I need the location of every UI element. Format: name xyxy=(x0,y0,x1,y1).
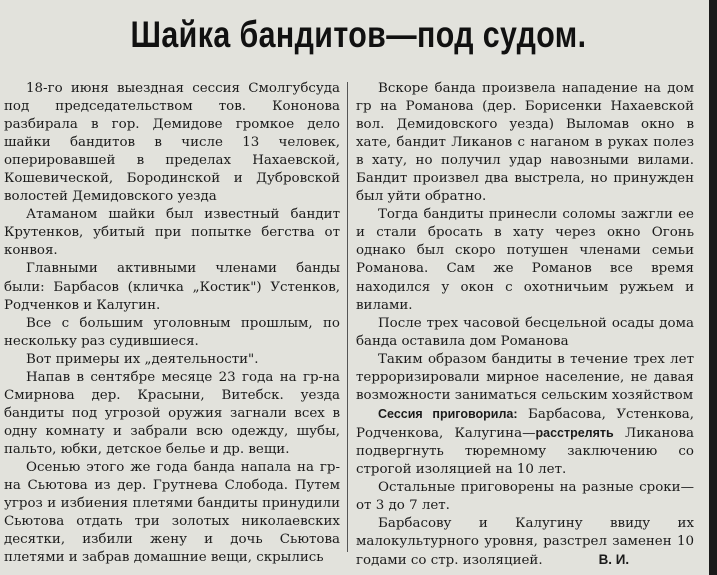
column-divider xyxy=(347,82,348,552)
headline: Шайка бандитов—под судом. xyxy=(130,14,587,55)
paragraph: Тогда бандиты принесли соломы зажгли ее и стали бросать в хату через окно Огонь однако был скоро потушен членами семьи Романова. Сам же Романов все время находился у окон с охотничьим ружьем и вилами. xyxy=(356,207,694,313)
final-paragraph xyxy=(356,515,694,570)
paragraph: 18-го июня выездная сессия Смолгубсуда под председательством тов. Кононова разбирала в гор. Демидове громкое дело шайки бандитов в числе 13 человек, оперировавшей в пределах Нахаевской, Кошевической, Бородинской и Дубровской волостей Демидовского уезда xyxy=(4,81,340,205)
verdict-paragraph xyxy=(356,405,694,479)
paragraph-text: Барбасову и Калугину ввиду их малокультурного уровня, разстрел заменен 10 годами со стр. изоляцией. xyxy=(356,516,694,569)
verdict-text: Барбасова, Устенкова, Родченкова, Калугина— xyxy=(356,406,694,441)
paragraph: Напав в сентябре месяце 23 года на гр-на Смирнова дер. Красыни, Витебск. уезда бандиты под угрозой оружия загнали всех в одну комнату и забрали всю одежду, шубы, пальто, юбки, детское белье и др. вещи. xyxy=(4,369,340,457)
paragraph: Атаманом шайки был известный бандит Крутенков, убитый при попытке бегства от конвоя. xyxy=(4,207,340,259)
paragraph: Вот примеры их „деятельности". xyxy=(26,351,259,367)
verdict-intro: Сессия приговорила: xyxy=(378,406,518,421)
paragraph: Остальные приговорены на разные сроки—от 3 до 7 лет. xyxy=(356,480,694,514)
page-edge xyxy=(709,0,717,575)
paragraph: Все с большим уголовным прошлым, по нескольку раз судившиеся. xyxy=(4,315,340,349)
paragraph: Осенью этого же года банда напала на гр-на Сьютова из дер. Грутнева Слобода. Путем угроз и избиения плетями бандиты принудили Сьютова отдать три золотых николаевских десятки, избили жену и дочь Сьютова плетями и забрав домашние вещи, скрылись xyxy=(4,459,340,566)
author-signature: В. И. xyxy=(598,552,630,568)
paragraph: Таким образом бандиты в течение трех лет терроризировали мирное население, не давая возможности заниматься сельским хозяйством xyxy=(356,351,694,403)
verdict-sentence: расстрелять xyxy=(535,425,614,440)
paragraph: Вскоре банда произвела нападение на дом гр на Романова (дер. Борисенки Нахаевской вол. Демидовского уезда) Выломав окно в хате, бандит Ликанов с наганом в руках полез в хату, но получил удар навозными вилами. Бандит произвел два выстрела, но принужден был уйти обратно. xyxy=(356,81,694,205)
verdict-text-end: Ликанова подвергнуть тюремному заключению со строгой изоляцией на 10 лет. xyxy=(356,425,694,477)
right-column xyxy=(356,80,694,570)
left-column xyxy=(4,80,340,567)
paragraph: После трех часовой бесцельной осады дома банда оставила дом Романова xyxy=(356,315,694,349)
paragraph: Главными активными членами банды были: Барбасов (кличка „Костик") Устенков, Родченков и Калугин. xyxy=(4,261,340,313)
